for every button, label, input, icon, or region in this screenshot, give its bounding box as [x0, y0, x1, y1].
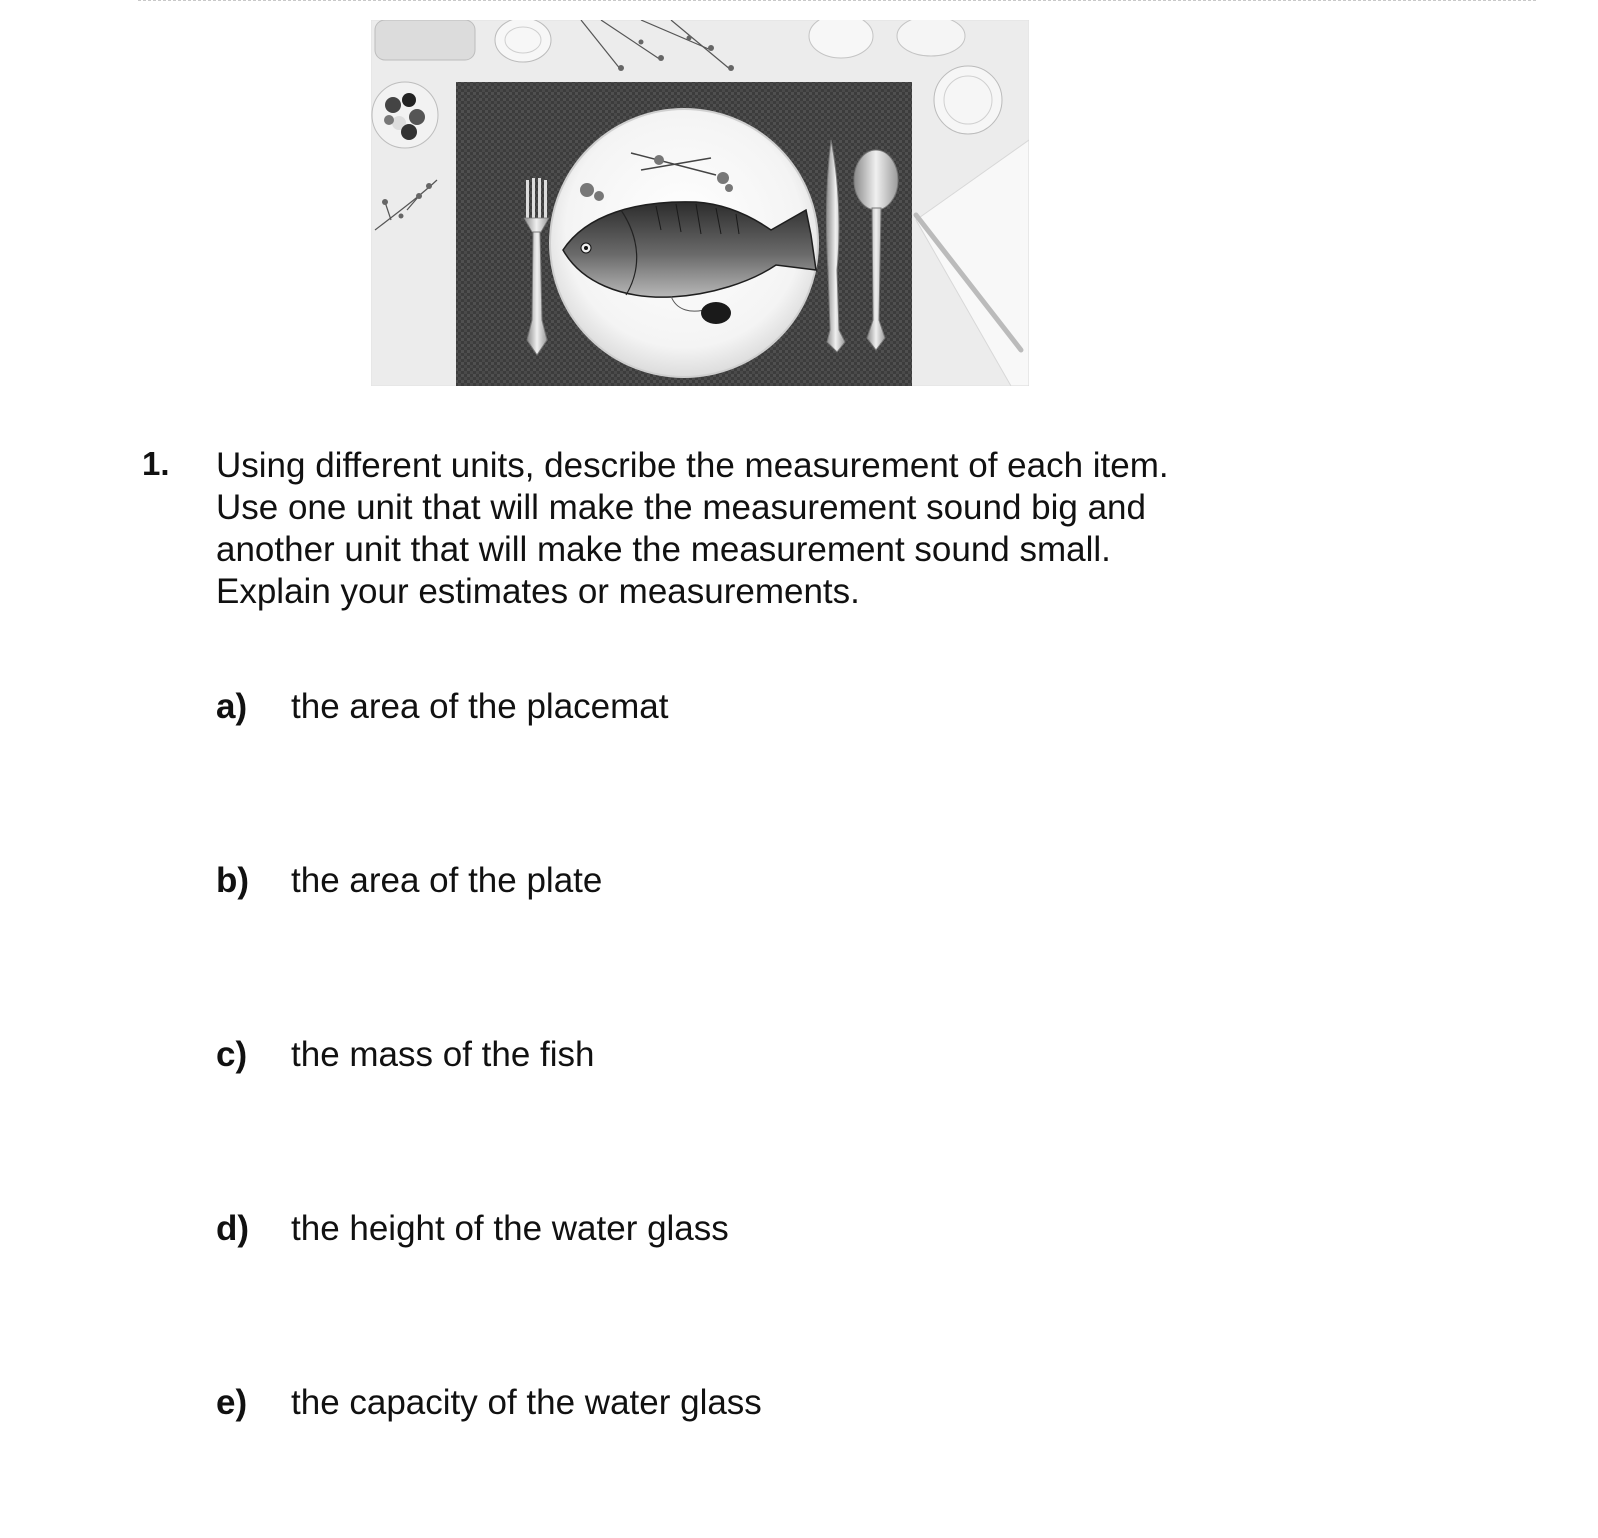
question-number: 1. — [142, 445, 170, 482]
part-label: e) — [216, 1383, 248, 1422]
part-text: the area of the placemat — [291, 687, 669, 726]
page-top-divider — [138, 0, 1536, 1]
part-label: b) — [216, 861, 250, 900]
question-prompt — [216, 445, 1316, 613]
part-label: a) — [216, 687, 248, 726]
part-text: the mass of the fish — [291, 1035, 595, 1074]
small-bowl-icon — [495, 20, 551, 62]
question-prompt-line: Use one unit that will make the measurement sound big and — [216, 488, 1146, 527]
part-text: the area of the plate — [291, 861, 603, 900]
part-label: c) — [216, 1035, 248, 1074]
part-text: the capacity of the water glass — [291, 1383, 762, 1422]
question-prompt-line: Explain your estimates or measurements. — [216, 572, 860, 611]
part-label: d) — [216, 1209, 250, 1248]
place-setting-photo — [371, 20, 1029, 386]
question-prompt-line: another unit that will make the measurement sound small. — [216, 530, 1111, 569]
part-text: the height of the water glass — [291, 1209, 729, 1248]
question-prompt-line: Using different units, describe the measurement of each item. — [216, 446, 1169, 485]
